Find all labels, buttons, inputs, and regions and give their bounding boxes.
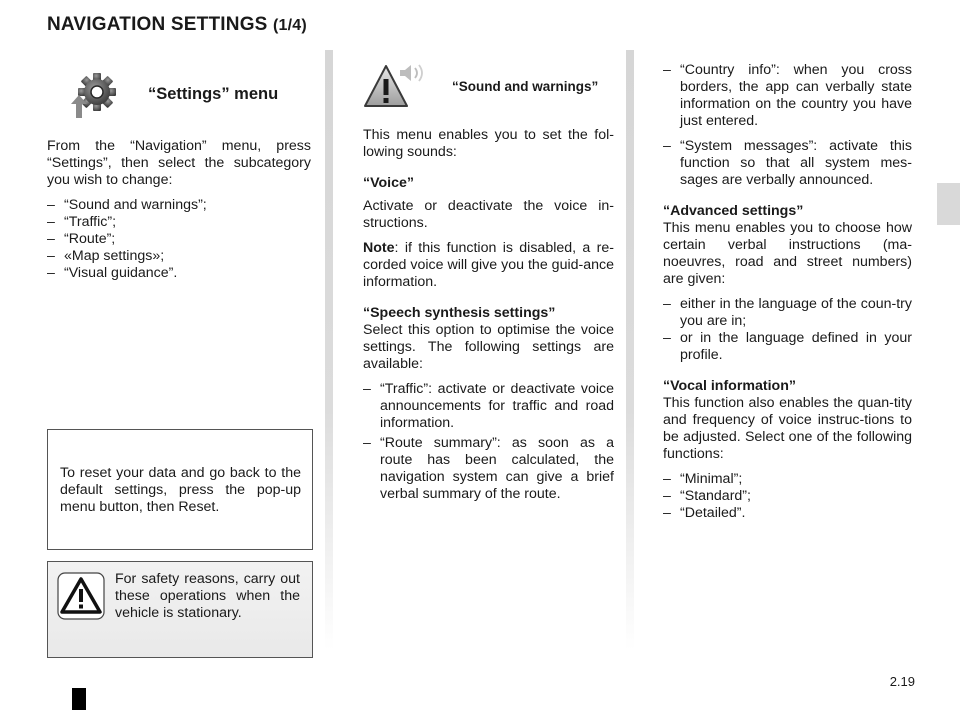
sound-warning-icon [362, 62, 428, 110]
page-title-text: NAVIGATION SETTINGS [47, 14, 268, 35]
language-options-list [663, 296, 912, 364]
column-divider-right [626, 50, 634, 650]
voice-heading: “Voice” [363, 175, 414, 191]
vocal-level-list [663, 471, 912, 522]
page-title [47, 14, 307, 36]
advanced-settings-text: This menu enables you to choose how certain verbal instructions (ma-noeuvres, road and street numbers) are given: [663, 220, 912, 287]
settings-subcategory-list [47, 197, 311, 282]
speech-synthesis-heading: “Speech synthesis settings” [363, 305, 556, 321]
advanced-settings-heading: “Advanced settings” [663, 203, 804, 219]
list-item: – either in the language of the coun-try you are in; [663, 296, 912, 330]
voice-text: Activate or deactivate the voice in-structions. [363, 198, 614, 231]
list-item: – “Detailed”. [663, 505, 912, 522]
page-title-part: (1/4) [273, 17, 307, 34]
note-label: Note [363, 240, 395, 256]
list-item: – “Traffic”: activate or deactivate voice announcements for traffic and road information. [363, 381, 614, 432]
note-text: : if this function is disabled, a re-corded voice will give you the guid-ance information. [363, 240, 614, 290]
vocal-information-heading: “Vocal information” [663, 378, 796, 394]
list-item: – “Standard”; [663, 488, 912, 505]
middle-intro: This menu enables you to set the fol-lowing sounds: [363, 127, 614, 160]
safety-warning-text: For safety reasons, carry out these operations when the vehicle is stationary. [115, 571, 300, 621]
speech-synthesis-text: Select this option to optimise the voice settings. The following settings are available: [363, 322, 614, 372]
voice-functions-list [663, 62, 912, 189]
column-divider-left [325, 50, 333, 650]
list-item: – “Sound and warnings”; [47, 197, 311, 214]
sound-warnings-heading: “Sound and warnings” [452, 79, 599, 94]
list-item: – “Country info”: when you cross borders, the app can verbally state information on the country you have just entered. [663, 62, 912, 130]
list-item: – “Route summary”: as soon as a route has been calculated, the navigation system can give a brief verbal summary of the route. [363, 435, 614, 503]
list-item: – “Visual guidance”. [47, 265, 311, 282]
list-item: – “Minimal”; [663, 471, 912, 488]
reset-note-box [47, 429, 313, 550]
chapter-tab [937, 183, 960, 225]
settings-menu-heading: “Settings” menu [148, 85, 279, 103]
page-number: 2.19 [889, 674, 915, 689]
warning-triangle-icon [57, 572, 105, 620]
list-item: – “Route”; [47, 231, 311, 248]
safety-warning-box [47, 561, 313, 658]
list-item: – «Map settings»; [47, 248, 311, 265]
vocal-information-text: This function also enables the quan-tity and frequency of voice instruc-tions to be adjusted. Select one of the following functions: [663, 395, 912, 462]
left-intro: From the “Navigation” menu, press “Settings”, then select the subcategory you wish to change: [47, 138, 311, 188]
list-item: – “Traffic”; [47, 214, 311, 231]
corner-mark [72, 688, 86, 710]
left-column-text [47, 138, 311, 290]
middle-column-text [363, 127, 614, 511]
speech-settings-list [363, 381, 614, 503]
list-item: – “System messages”: activate this function so that all system mes-sages are verbally announced. [663, 138, 912, 189]
voice-note [363, 240, 614, 291]
right-column-text [663, 62, 912, 530]
list-item: – or in the language defined in your profile. [663, 330, 912, 364]
reset-note-text: To reset your data and go back to the default settings, press the pop-up menu button, then Reset. [60, 465, 301, 515]
settings-gear-icon [66, 70, 118, 120]
